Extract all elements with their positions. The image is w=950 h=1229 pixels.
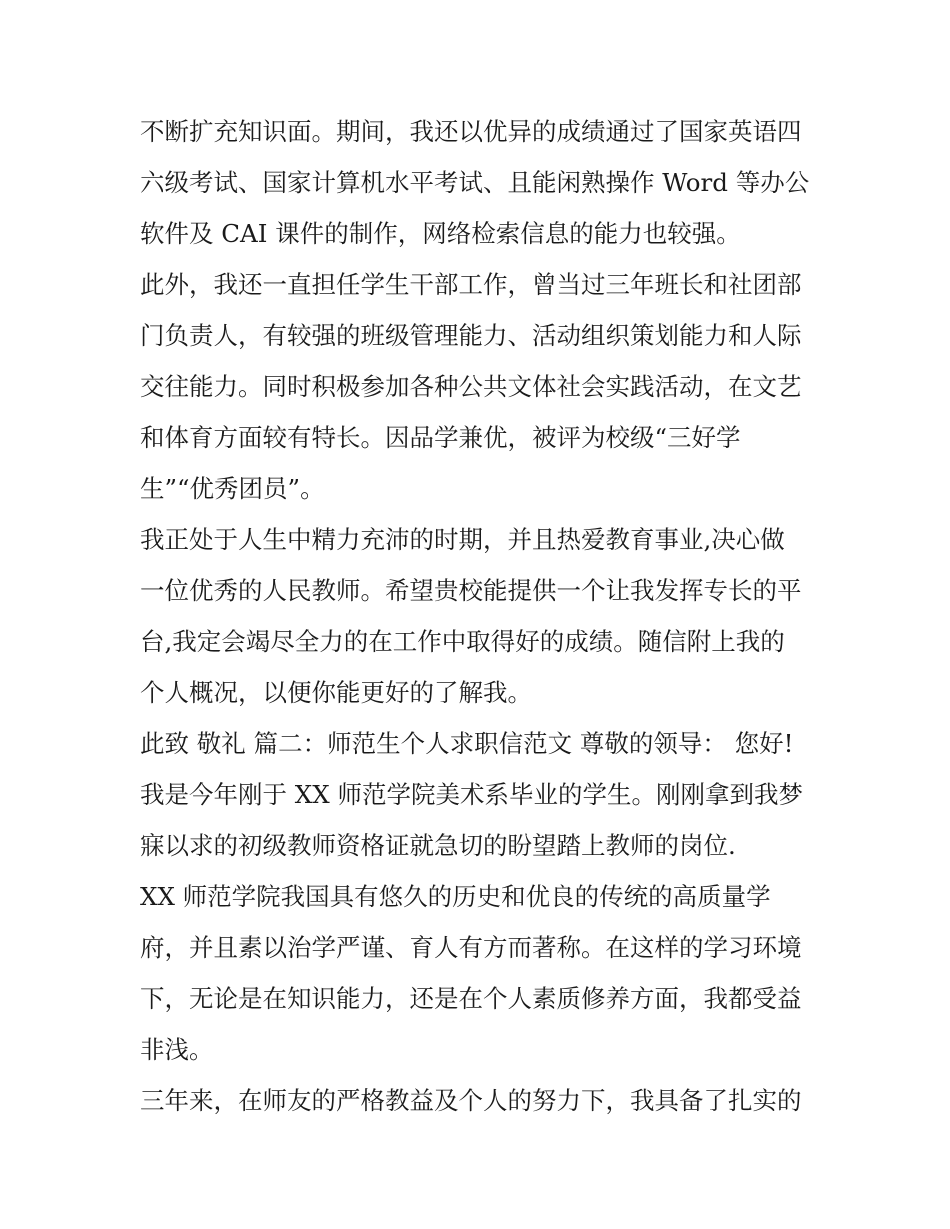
text-line: 和体育方面较有特长。因品学兼优，被评为校级“三好学 bbox=[140, 423, 741, 452]
paragraph-6 bbox=[140, 1075, 820, 1126]
text-line: 府，并且素以治学严谨、育人有方而著称。在这样的学习环境 bbox=[140, 933, 802, 962]
text-line: 软件及 CAI 课件的制作，网络检索信息的能力也较强。 bbox=[140, 219, 741, 248]
text-line: 寐以求的初级教师资格证就急切的盼望踏上教师的岗位. bbox=[140, 831, 736, 860]
text-line: 我是今年刚于 XX 师范学院美术系毕业的学生。刚刚拿到我梦 bbox=[140, 780, 803, 809]
text-line: 我正处于人生中精力充沛的时期，并且热爱教育事业,决心做 bbox=[140, 525, 785, 554]
text-line: 门负责人，有较强的班级管理能力、活动组织策划能力和人际 bbox=[140, 321, 802, 350]
text-line: 六级考试、国家计算机水平考试、且能闲熟操作 Word 等办公 bbox=[140, 168, 810, 197]
text-line: 生”“优秀团员”。 bbox=[140, 474, 325, 503]
text-line: 不断扩充知识面。期间，我还以优异的成绩通过了国家英语四 bbox=[140, 117, 802, 146]
paragraph-1 bbox=[140, 106, 820, 259]
text-line: XX 师范学院我国具有悠久的历史和优良的传统的高质量学 bbox=[140, 882, 771, 911]
text-line: 一位优秀的人民教师。希望贵校能提供一个让我发挥专长的平 bbox=[140, 576, 802, 605]
text-line: 此致 敬礼 篇二：师范生个人求职信范文 尊敬的领导： 您好! bbox=[140, 729, 794, 758]
text-line: 此外，我还一直担任学生干部工作，曾当过三年班长和社团部 bbox=[140, 270, 802, 299]
text-line: 交往能力。同时积极参加各种公共文体社会实践活动，在文艺 bbox=[140, 372, 802, 401]
text-line: 台,我定会竭尽全力的在工作中取得好的成绩。随信附上我的 bbox=[140, 627, 785, 656]
text-line: 个人概况，以便你能更好的了解我。 bbox=[140, 678, 532, 707]
text-line: 下，无论是在知识能力，还是在个人素质修养方面，我都受益 bbox=[140, 984, 802, 1013]
text-line: 非浅。 bbox=[140, 1035, 214, 1064]
paragraph-2 bbox=[140, 259, 820, 514]
paragraph-4 bbox=[140, 718, 820, 871]
paragraph-5 bbox=[140, 871, 820, 1075]
text-line: 三年来，在师友的严格教益及个人的努力下，我具备了扎实的 bbox=[140, 1086, 802, 1115]
document-body bbox=[140, 106, 820, 1126]
paragraph-3 bbox=[140, 514, 820, 718]
